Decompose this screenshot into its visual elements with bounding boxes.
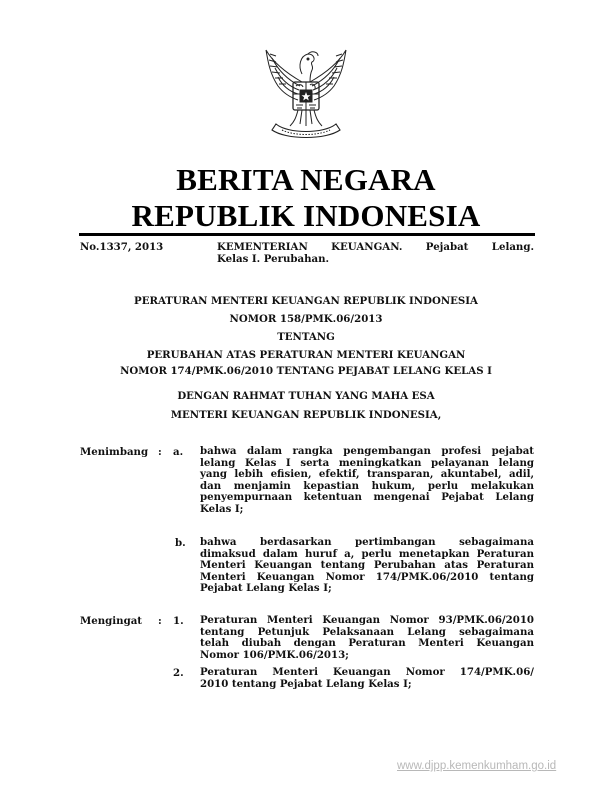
menimbang-a-text [200, 446, 534, 516]
regulation-title: PERATURAN MENTERI KEUANGAN REPUBLIK INDONESIA [134, 295, 478, 307]
text-line: Pejabat Lelang Kelas I; [200, 582, 332, 595]
mengingat-label: Mengingat [80, 615, 142, 627]
source-watermark-link[interactable]: www.djpp.kemenkumham.go.id [397, 760, 557, 772]
regulation-tentang: TENTANG [277, 331, 335, 343]
subject-line: KEMENTERIAN KEUANGAN. Pejabat Lelang. [217, 241, 534, 253]
text-line: Peraturan Menteri Keuangan Nomor 174/PMK.06/ [200, 666, 534, 678]
mengingat-1-text [200, 615, 534, 661]
preamble-line-1: DENGAN RAHMAT TUHAN YANG MAHA ESA [177, 390, 435, 402]
text-line: bahwa dalam rangka pengembangan profesi pejabat [200, 445, 534, 457]
text-line: penyempurnaan ketentuan mengenai Pejabat Lelang [200, 491, 534, 504]
preamble-line-2: MENTERI KEUANGAN REPUBLIK INDONESIA, [170, 409, 442, 421]
subject-line: Kelas I. Perubahan. [217, 253, 330, 265]
text-line: dimaksud dalam huruf a, perlu menetapkan Peraturan [200, 547, 534, 560]
regulation-subject-2: NOMOR 174/PMK.06/2010 TENTANG PEJABAT LELANG KELAS I [120, 365, 492, 377]
menimbang-b-text [200, 537, 534, 595]
text-line: Menteri Keuangan Nomor 174/PMK.06/2010 tentang [200, 570, 534, 583]
gazette-subtitle: REPUBLIK INDONESIA [131, 198, 481, 233]
mengingat-2-marker: 2. [173, 667, 184, 679]
regulation-number: NOMOR 158/PMK.06/2013 [229, 313, 383, 325]
menimbang-colon: : [158, 446, 162, 458]
text-line: tentang Petunjuk Pelaksanaan Lelang sebagaimana [200, 625, 534, 638]
gazette-title: BERITA NEGARA [176, 162, 436, 197]
mengingat-colon: : [158, 615, 162, 627]
text-line: 2010 tentang Pejabat Lelang Kelas I; [200, 677, 412, 690]
regulation-subject-1: PERUBAHAN ATAS PERATURAN MENTERI KEUANGAN [146, 349, 466, 361]
text-line: bahwa berdasarkan pertimbangan sebagaimana [200, 536, 534, 548]
text-line: Peraturan Menteri Keuangan Nomor 93/PMK.06/2010 [200, 614, 534, 626]
text-line: telah diubah dengan Peraturan Menteri Keuangan [200, 637, 534, 650]
gazette-number: No.1337, 2013 [80, 241, 164, 253]
text-line: Nomor 106/PMK.06/2013; [200, 648, 349, 661]
mengingat-1-marker: 1. [173, 615, 184, 627]
text-line: Menteri Keuangan tentang Perubahan atas Peraturan [200, 559, 534, 572]
text-line: yang lebih efisien, efektif, transparan, akuntabel, adil, [200, 468, 534, 481]
header-divider [79, 233, 535, 236]
text-line: lelang Kelas I serta meningkatkan pelayanan lelang [200, 456, 534, 469]
gazette-subject [217, 241, 534, 265]
menimbang-a-marker: a. [173, 446, 184, 458]
garuda-emblem-icon [258, 44, 354, 142]
mengingat-2-text [200, 667, 534, 690]
text-line: dan menjamin kepastian hukum, perlu melakukan [200, 479, 534, 492]
menimbang-b-marker: b. [175, 537, 186, 549]
menimbang-label: Menimbang [80, 446, 149, 458]
text-line: Kelas I; [200, 502, 244, 515]
